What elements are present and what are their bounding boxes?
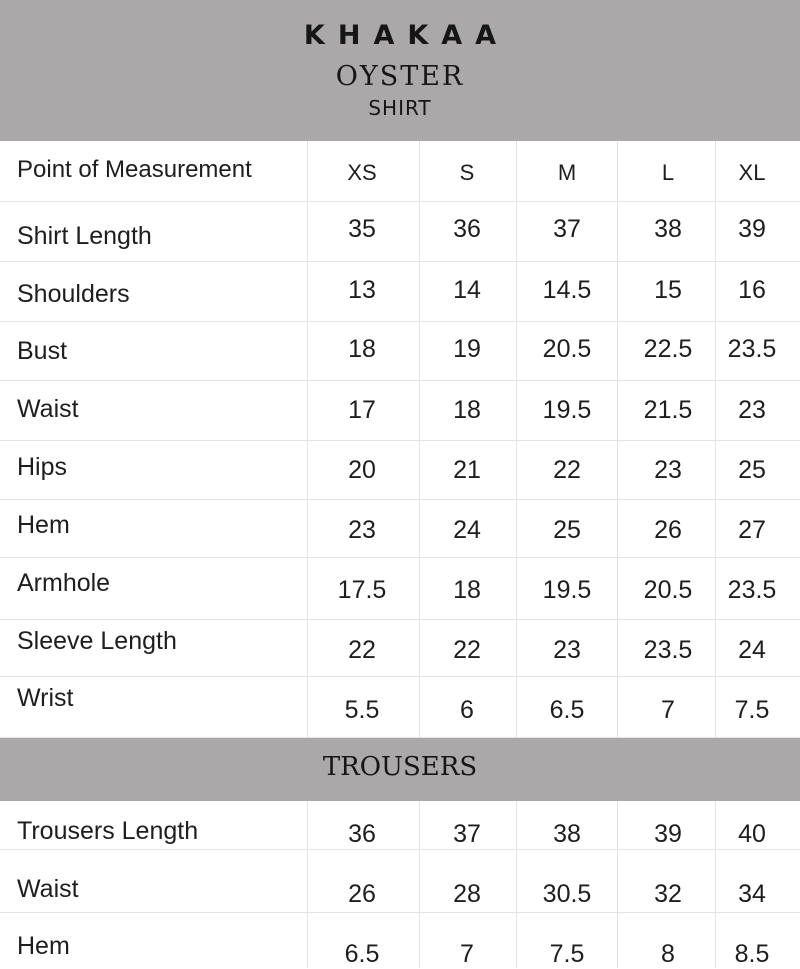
section-title-trousers: TROUSERS	[322, 752, 478, 782]
header-banner	[0, 0, 800, 141]
row-label: Armhole	[17, 569, 111, 597]
row-divider	[0, 676, 800, 677]
measurement-value: 7.5	[734, 696, 770, 724]
measurement-value: 37	[453, 820, 481, 848]
measurement-value: 15	[654, 276, 682, 304]
measurement-value: 16	[738, 276, 766, 304]
column-header-xl: XL	[738, 160, 766, 185]
column-header-s: S	[459, 160, 475, 185]
row-divider	[0, 321, 800, 322]
measurement-value: 28	[453, 880, 481, 908]
measurement-value: 21.5	[643, 396, 693, 424]
measurement-value: 8.5	[734, 940, 770, 968]
measurement-value: 25	[738, 456, 766, 484]
measurement-value: 22	[453, 636, 481, 664]
column-divider	[715, 141, 716, 737]
measurement-value: 22	[553, 456, 581, 484]
row-label: Sleeve Length	[17, 627, 177, 655]
measurement-value: 26	[654, 516, 682, 544]
measurement-value: 18	[453, 396, 481, 424]
measurement-value: 19.5	[542, 576, 592, 604]
measurement-value: 22	[348, 636, 376, 664]
column-divider	[307, 801, 308, 968]
measurement-value: 14	[453, 276, 481, 304]
measurement-value: 18	[453, 576, 481, 604]
column-divider	[617, 141, 618, 737]
measurement-value: 39	[738, 215, 766, 243]
row-label: Shoulders	[17, 280, 130, 308]
brand-logo: KHAKAA	[303, 20, 510, 51]
measurement-value: 34	[738, 880, 766, 908]
measurement-value: 23	[738, 396, 766, 424]
column-header-xs: XS	[347, 160, 377, 185]
measurement-value: 36	[348, 820, 376, 848]
measurement-value: 8	[661, 940, 675, 968]
measurement-value: 23.5	[643, 636, 693, 664]
measurement-value: 40	[738, 820, 766, 848]
row-label: Hips	[17, 453, 68, 481]
measurement-value: 35	[348, 215, 376, 243]
row-divider	[0, 261, 800, 262]
measurement-value: 24	[738, 636, 766, 664]
row-divider	[0, 499, 800, 500]
column-divider	[617, 801, 618, 968]
row-label: Bust	[17, 337, 68, 365]
measurement-value: 38	[553, 820, 581, 848]
measurement-value: 21	[453, 456, 481, 484]
row-divider	[0, 737, 800, 738]
measurement-value: 5.5	[344, 696, 380, 724]
measurement-value: 20	[348, 456, 376, 484]
column-divider	[307, 141, 308, 737]
measurement-value: 19	[453, 335, 481, 363]
column-header-m: M	[557, 160, 577, 185]
measurement-value: 26	[348, 880, 376, 908]
measurement-value: 7	[661, 696, 675, 724]
row-divider	[0, 557, 800, 558]
measurement-value: 24	[453, 516, 481, 544]
measurement-value: 23	[654, 456, 682, 484]
column-divider	[419, 801, 420, 968]
measurement-value: 27	[738, 516, 766, 544]
section-title-shirt: SHIRT	[368, 96, 432, 120]
measurement-value: 23.5	[727, 335, 777, 363]
measurement-value: 30.5	[542, 880, 592, 908]
measurement-value: 6	[460, 696, 474, 724]
row-label: Hem	[17, 511, 70, 539]
measurement-value: 38	[654, 215, 682, 243]
measurement-value: 36	[453, 215, 481, 243]
column-divider	[516, 801, 517, 968]
column-header-l: L	[661, 160, 675, 185]
product-name: OYSTER	[335, 61, 465, 92]
column-divider	[715, 801, 716, 968]
row-label: Shirt Length	[17, 222, 152, 250]
measurement-value: 23	[553, 636, 581, 664]
measurement-value: 23.5	[727, 576, 777, 604]
row-divider	[0, 619, 800, 620]
measurement-value: 17	[348, 396, 376, 424]
measurement-value: 20.5	[643, 576, 693, 604]
measurement-value: 7.5	[549, 940, 585, 968]
measurement-value: 18	[348, 335, 376, 363]
measurement-value: 23	[348, 516, 376, 544]
measurement-value: 7	[460, 940, 474, 968]
row-label: Hem	[17, 932, 70, 960]
row-label: Waist	[17, 395, 79, 423]
row-divider	[0, 201, 800, 202]
row-divider	[0, 380, 800, 381]
measurement-value: 20.5	[542, 335, 592, 363]
measurement-value: 25	[553, 516, 581, 544]
measurement-value: 6.5	[344, 940, 380, 968]
row-label: Trousers Length	[17, 817, 199, 845]
measurement-value: 17.5	[337, 576, 387, 604]
measurement-value: 32	[654, 880, 682, 908]
column-divider	[419, 141, 420, 737]
measurement-value: 22.5	[643, 335, 693, 363]
row-divider	[0, 440, 800, 441]
measurement-value: 6.5	[549, 696, 585, 724]
measurement-value: 13	[348, 276, 376, 304]
row-divider	[0, 912, 800, 913]
measurement-value: 37	[553, 215, 581, 243]
column-header-label: Point of Measurement	[17, 156, 252, 183]
column-divider	[516, 141, 517, 737]
measurement-value: 39	[654, 820, 682, 848]
row-label: Waist	[17, 875, 79, 903]
row-divider	[0, 849, 800, 850]
measurement-value: 19.5	[542, 396, 592, 424]
row-label: Wrist	[17, 684, 74, 712]
measurement-value: 14.5	[542, 276, 592, 304]
